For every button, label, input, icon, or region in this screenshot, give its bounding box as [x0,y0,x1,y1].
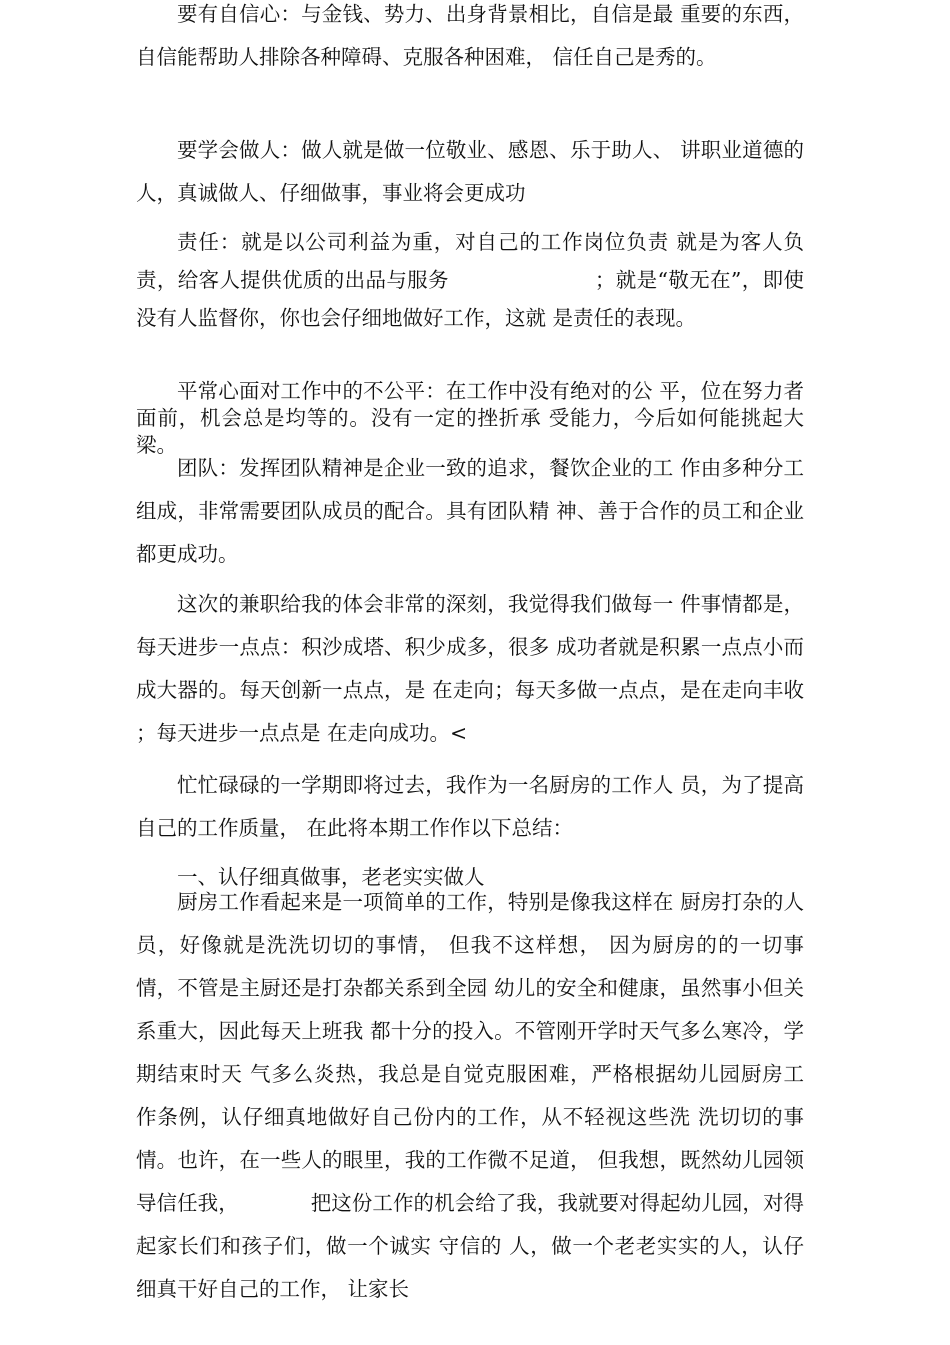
section-heading-work-diligently: 一、认仔细真做事，老老实实做人 [177,865,485,889]
paragraph-be-a-good-person: 要学会做人：做人就是做一位敬业、感恩、乐于助人、 讲职业道德的人，真诚做人、仔细做事，事业将会更成功 [136,138,804,205]
paragraph-kitchen-work: 厨房工作看起来是一项简单的工作，特别是像我这样在 厨房打杂的人员，好像就是洗洗切切的事情， 但我不这样想， 因为厨房的的一切事情，不管是主厨还是打杂都关系到全园 幼儿的安全和健康，虽然事小但关系重大，因此每天上班我 都十分的投入。不管刚开学时天气多么寒冷，学期结束时天 气多么炎热，我总是自觉克服困难，严格根据幼儿园厨房工 作条例，认仔细真地做好自己份内的工作，从不轻视这些洗 洗切切的事情。也许，在一些人的眼里，我的工作微不足道， 但我想，既然幼儿园领导信任我， 把这份工作的机会给了我，我就要对得起幼儿园，对得起家长们和孩子们，做一个诚实 守信的 人，做一个老老实实的人，认仔细真干好自己的工作， 让家长 [136,890,804,1301]
paragraph-part-time-reflection: 这次的兼职给我的体会非常的深刻，我觉得我们做每一 件事情都是，每天进步一点点：积沙成塔、积少成多，很多 成功者就是积累一点点小而成大器的。每天创新一点点，是 在走向；每天多做一点点，是在走向丰收 ；每天进步一点点是 在走向成功。< [136,592,804,745]
paragraph-semester-intro: 忙忙碌碌的一学期即将过去，我作为一名厨房的工作人 员，为了提高自己的工作质量， 在此将本期工作作以下总结： [136,773,804,840]
paragraph-responsibility: 责任：就是以公司利益为重，对自己的工作岗位负责 就是为客人负责，给客人提供优质的出品与服务 ；就是“敬无在”，即使没有人监督你，你也会仔细地做好工作，这就 是责任的表现。 [136,230,804,330]
paragraph-teamwork: 团队：发挥团队精神是企业一致的追求，餐饮企业的工 作由多种分工组成，非常需要团队成员的配合。具有团队精 神、善于合作的员工和企业都更成功。 [136,456,804,566]
paragraph-confidence: 要有自信心：与金钱、势力、出身背景相比，自信是最 重要的东西，自信能帮助人排除各种障碍、克服各种困难， 信任自己是秀的。 [136,2,804,69]
paragraph-equanimity: 平常心面对工作中的不公平：在工作中没有绝对的公 平，位在努力者面前，机会总是均等的。没有一定的挫折承 受能力，今后如何能挑起大梁。 [136,379,804,457]
